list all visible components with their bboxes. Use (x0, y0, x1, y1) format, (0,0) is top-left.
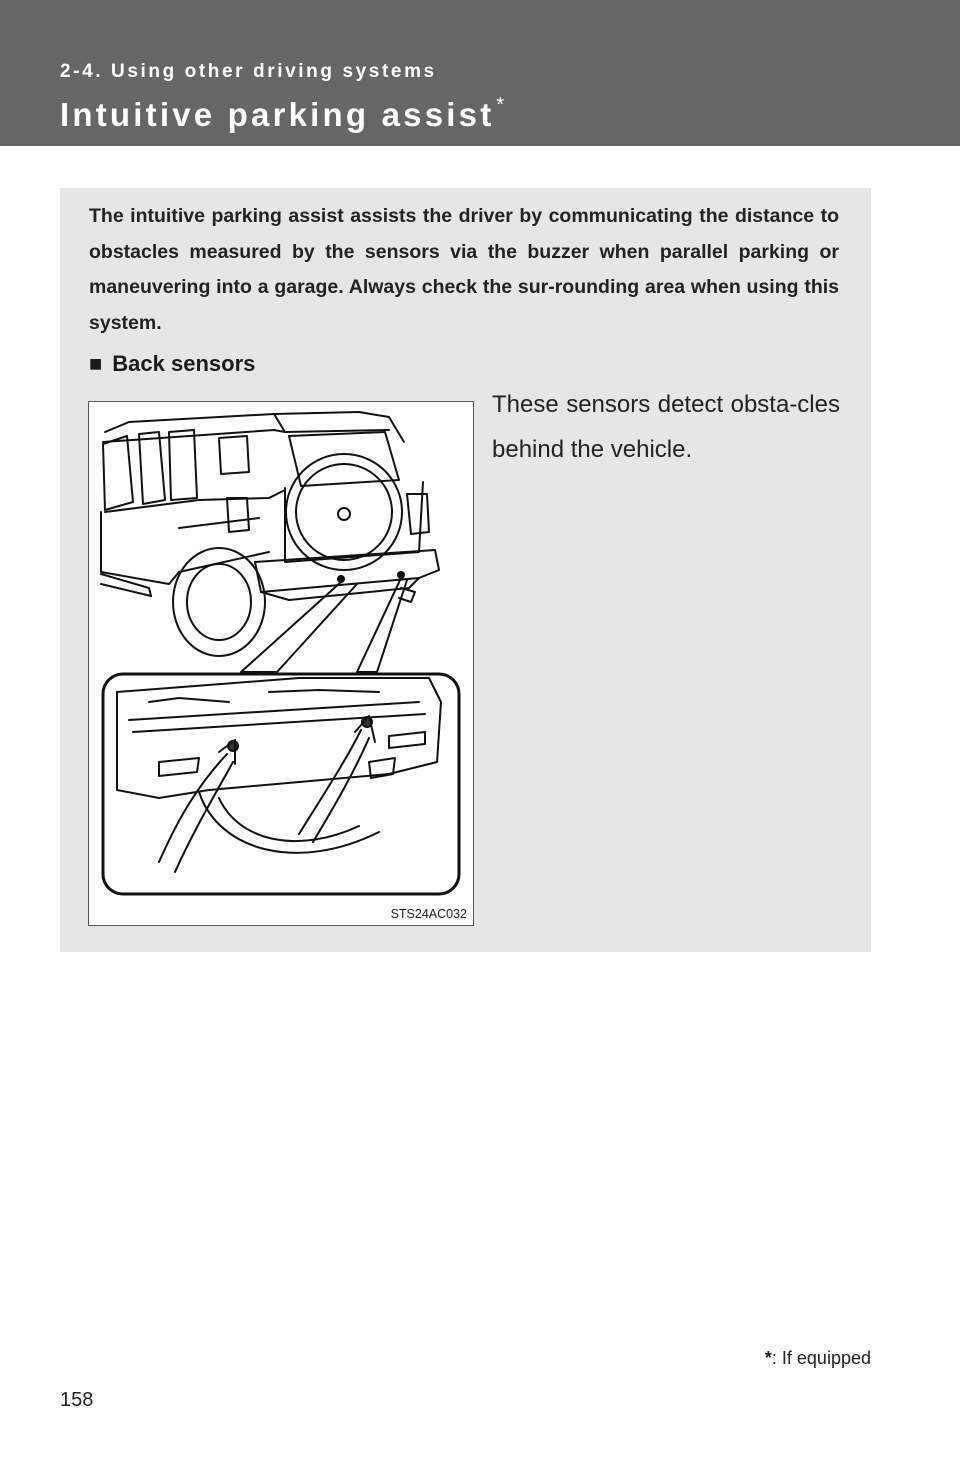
section-label: 2-4. Using other driving systems (60, 61, 437, 82)
intro-paragraph: The intuitive parking assist assists the driver by communicating the distance to obstacles measured by the sensors via the buzzer when parallel parking or maneuvering into a garage. Always check the sur-rounding area when using this system. (89, 205, 839, 334)
subsection-title: Back sensors (112, 351, 256, 376)
content-box (60, 188, 871, 952)
page-header (0, 0, 960, 146)
page-title-text: Intuitive parking assist (60, 96, 495, 133)
subsection-heading (89, 351, 255, 377)
asterisk-icon: * (496, 94, 508, 116)
footnote (765, 1348, 871, 1369)
back-sensors-illustration (88, 401, 474, 926)
square-bullet-icon: ■ (89, 351, 103, 376)
back-sensors-description: These sensors detect obsta-cles behind the vehicle. (492, 391, 840, 463)
figure-code: STS24AC032 (390, 907, 467, 921)
page-title (60, 94, 507, 134)
page-number: 158 (60, 1389, 94, 1411)
asterisk-icon: * (764, 1348, 772, 1368)
vehicle-rear-drawing (89, 402, 473, 925)
footnote-text: : If equipped (771, 1348, 871, 1368)
